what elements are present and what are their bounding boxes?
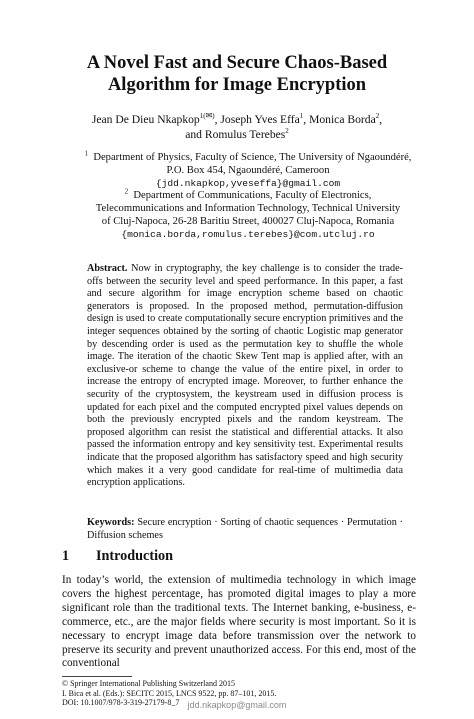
title-line-1: A Novel Fast and Secure Chaos-Based	[86, 53, 388, 73]
affiliation-2-line-2: Telecommunications and Information Technology, Technical University	[95, 203, 401, 215]
affiliation-1-email[interactable]: {jdd.nkapkop,yveseffa}@gmail.com	[155, 177, 341, 189]
email-watermark: jdd.nkapkop@gmail.com	[187, 700, 287, 710]
doi-link[interactable]: DOI: 10.1007/978-3-319-27179-8_7	[62, 698, 180, 708]
abstract	[87, 263, 403, 490]
author-line-1: Jean De Dieu Nkapkop$^{1(✉)}$, Joseph Yves Effa$^1$, Monica Borda$^2$,	[91, 111, 383, 126]
author-name: Monica Borda	[309, 113, 376, 126]
author-affil-mark: 1	[299, 112, 304, 121]
title-line-2: Algorithm for Image Encryption	[107, 75, 367, 95]
keywords-label: Keywords:	[87, 517, 135, 528]
keywords-text: Secure encryption · Sorting of chaotic sequences · Permutation · Diffusion schemes	[87, 517, 404, 541]
affiliation-1-line-1: $^1$ Department of Physics, Faculty of Science, The University of Ngaoundéré,	[84, 149, 412, 163]
author-affil-mark: 2	[285, 126, 289, 135]
affiliation-2-line-1: $^2$ Department of Communications, Faculty of Electronics,	[124, 187, 372, 202]
section-number: 1	[62, 548, 70, 564]
affiliations	[60, 149, 436, 242]
keywords	[87, 517, 403, 542]
author-name: Joseph Yves Effa	[220, 113, 300, 126]
author-affil-mark: 1(✉)	[199, 111, 215, 121]
author-list	[0, 113, 474, 142]
affiliation-2-email[interactable]: {monica.borda,romulus.terebes}@com.utcluj.ro	[121, 228, 375, 240]
abstract-text: Now in cryptography, the key challenge is to consider the trade-offs between the security level and speed performance. In this paper, a fast and secure algorithm for image encryption scheme based on chaotic generators is proposed. In the proposed method, permutation-diffusion design is used to create computationally secure encryption primitives and the integer sequences obtained by the sorting of chaotic Logistic map generator by descending order is used as the permutation key to shuffle the whole image. The iteration of the chaotic Skew Tent map is applied after, with an exclusive-or scheme to change the value of the entire pixel, in order to increase the entropy of encrypted image. Moreover, to further enhance the security of the cryptosystem, the keystream used in diffusion process is updated for each pixel and the computed encrypted pixel values depends on both the previously encrypted pixels and the random keystream. The proposed algorithm can resist the statistical and differential attacks. It also passed the information entropy and key sensitivity test. Experimental results indicate that the proposed algorithm has satisfactory speed and high security which makes it a very good candidate for real-time of multimedia data encryption applications.	[87, 263, 404, 489]
affiliation-1-line-2: P.O. Box 454, Ngaoundéré, Cameroon	[166, 164, 330, 176]
section-heading	[62, 547, 173, 565]
envelope-icon: ✉	[205, 111, 213, 121]
abstract-label: Abstract.	[87, 263, 128, 274]
paper-title	[0, 52, 474, 96]
author-line-2: and Romulus Terebes$^2$	[185, 126, 289, 141]
copyright-line: © Springer International Publishing Switzerland 2015	[62, 679, 235, 688]
affiliation-2-line-3: of Cluj-Napoca, 26-28 Baritiu Street, 400027 Cluj-Napoca, Romania	[101, 215, 395, 227]
author-affil-mark: 2	[375, 112, 380, 121]
author-name: Romulus Terebes	[204, 127, 286, 141]
citation-line: I. Bica et al. (Eds.): SECITC 2015, LNCS 9522, pp. 87–101, 2015.	[62, 688, 277, 698]
intro-paragraph: In today’s world, the extension of multimedia technology in which image covers the highest percentage, has promoted digital images to play a more significant role than the traditional texts. The Internet banking, e-business, e-commerce, etc., are the major fields where security is most important. So it is necessary to encrypt image data before transmission over the network to preserve its security and prevent unauthorized access. For this end, most of the conventional	[62, 574, 416, 670]
footnote-rule	[62, 676, 132, 677]
section-title: Introduction	[96, 548, 173, 564]
author-name: Jean De Dieu Nkapkop	[91, 113, 200, 126]
